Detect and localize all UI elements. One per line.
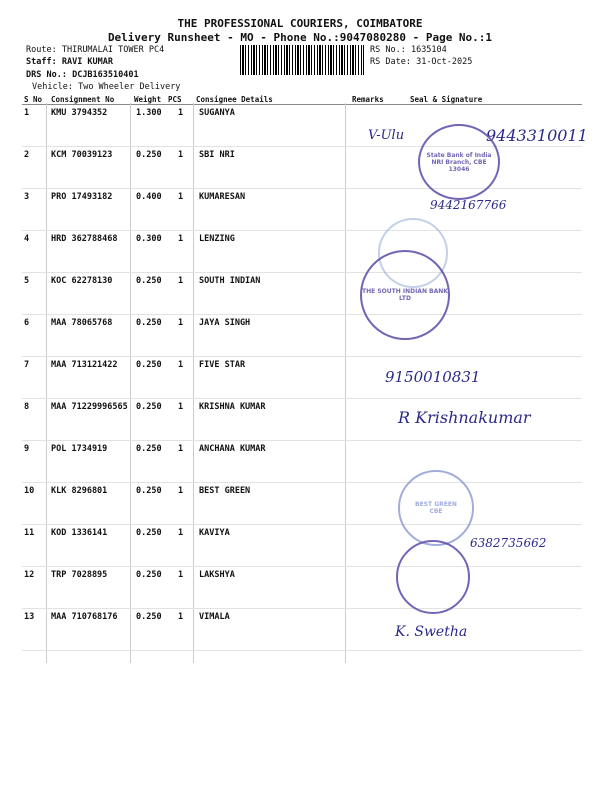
table-row <box>0 612 600 654</box>
row-divider <box>22 146 582 147</box>
row-consignee: BEST GREEN <box>199 486 251 496</box>
staff-line <box>26 57 113 67</box>
row-weight: 0.250 <box>136 360 162 370</box>
rs-no-value: 1635104 <box>410 45 447 55</box>
best-green-stamp-name: BEST GREEN <box>415 501 457 508</box>
row-divider <box>22 272 582 273</box>
row-divider <box>22 188 582 189</box>
row-consignment-no: KCM 70039123 <box>51 150 113 160</box>
col-remarks: Remarks <box>352 95 384 104</box>
row-sno: 4 <box>24 234 30 244</box>
south-indian-bank-stamp-text: THE SOUTH INDIAN BANK LTD <box>362 288 448 302</box>
row-sno: 2 <box>24 150 30 160</box>
row-consignee: KRISHNA KUMAR <box>199 402 266 412</box>
row-pcs: 1 <box>178 486 184 496</box>
phone-note-row-12: 6382735662 <box>470 536 547 550</box>
row-pcs: 1 <box>178 528 184 538</box>
row-sno: 11 <box>24 528 35 538</box>
runsheet-table <box>0 108 600 648</box>
row-consignee: LAKSHYA <box>199 570 235 580</box>
south-indian-bank-stamp <box>360 250 450 340</box>
vehicle-line <box>32 82 180 92</box>
sbi-stamp-line2: NRI Branch, CBE <box>431 158 487 166</box>
row-consignee: LENZING <box>199 234 235 244</box>
row-consignment-no: TRP 7028895 <box>51 570 108 580</box>
rs-date-label: RS Date: <box>370 57 411 67</box>
company-title: THE PROFESSIONAL COURIERS, COIMBATORE <box>177 17 423 30</box>
row-pcs: 1 <box>178 108 184 118</box>
sbi-stamp-line1: State Bank of India <box>426 151 492 159</box>
row-divider <box>22 440 582 441</box>
row-pcs: 1 <box>178 444 184 454</box>
sbi-stamp-code: 13046 <box>448 165 470 173</box>
route-line <box>26 45 164 55</box>
col-weight: Weight <box>134 95 162 104</box>
col-consignment: Consignment No <box>51 95 115 104</box>
row-pcs: 1 <box>178 150 184 160</box>
rs-no-label: RS No.: <box>370 45 406 55</box>
staff-value: RAVI KUMAR <box>61 57 114 67</box>
row-weight: 0.400 <box>136 192 162 202</box>
rs-date-value: 31-Oct-2025 <box>416 57 473 67</box>
col-pcs: PCS <box>168 95 182 104</box>
row-consignee: SOUTH INDIAN <box>199 276 261 286</box>
row-consignee: JAYA SINGH <box>199 318 251 328</box>
row-divider <box>22 524 582 525</box>
vehicle-value: Two Wheeler Delivery <box>78 82 181 92</box>
table-row <box>0 150 600 192</box>
row-pcs: 1 <box>178 192 184 202</box>
row-weight: 1.300 <box>136 108 162 118</box>
row-divider <box>22 314 582 315</box>
col-seal: Seal & Signature <box>410 95 483 104</box>
row-pcs: 1 <box>178 276 184 286</box>
runsheet-subtitle: Delivery Runsheet - MO - Phone No.:9047080280 - Page No.:1 <box>107 31 493 44</box>
row-weight: 0.250 <box>136 150 162 160</box>
row-consignee: SBI NRI <box>199 150 235 160</box>
row-consignment-no: KLK 8296801 <box>51 486 108 496</box>
row-sno: 3 <box>24 192 30 202</box>
row-consignment-no: KMU 3794352 <box>51 108 108 118</box>
table-row <box>0 318 600 360</box>
row-sno: 10 <box>24 486 35 496</box>
row-weight: 0.250 <box>136 612 162 622</box>
route-label: Route: <box>26 45 57 55</box>
table-row <box>0 486 600 528</box>
row-divider <box>22 230 582 231</box>
row-consignee: SUGANYA <box>199 108 235 118</box>
row-divider <box>22 482 582 483</box>
row-sno: 7 <box>24 360 30 370</box>
phone-note-row-1: 9443310011 <box>486 126 588 145</box>
row-weight: 0.300 <box>136 234 162 244</box>
row-sno: 1 <box>24 108 30 118</box>
row-pcs: 1 <box>178 360 184 370</box>
sbi-stamp <box>418 124 500 200</box>
row-sno: 9 <box>24 444 30 454</box>
phone-note-row-3: 9442167766 <box>430 198 507 212</box>
table-row <box>0 276 600 318</box>
row-consignment-no: KOD 1336141 <box>51 528 108 538</box>
row-sno: 8 <box>24 402 30 412</box>
row-sno: 6 <box>24 318 30 328</box>
table-row <box>0 192 600 234</box>
drs-label: DRS No.: <box>26 70 67 80</box>
row-weight: 0.250 <box>136 528 162 538</box>
table-row <box>0 360 600 402</box>
row-consignee: KAVIYA <box>199 528 230 538</box>
row-sno: 5 <box>24 276 30 286</box>
row-consignment-no: MAA 710768176 <box>51 612 118 622</box>
row-weight: 0.250 <box>136 318 162 328</box>
row-pcs: 1 <box>178 234 184 244</box>
round-stamp <box>396 540 470 614</box>
row-consignment-no: KOC 62278130 <box>51 276 113 286</box>
row-consignee: VIMALA <box>199 612 230 622</box>
best-green-stamp <box>398 470 474 546</box>
row-consignment-no: MAA 78065768 <box>51 318 113 328</box>
row-divider <box>22 356 582 357</box>
drs-value: DCJB163510401 <box>72 70 139 80</box>
row-divider <box>22 608 582 609</box>
row-divider <box>22 398 582 399</box>
table-row <box>0 444 600 486</box>
row-weight: 0.250 <box>136 402 162 412</box>
row-divider <box>22 566 582 567</box>
row-pcs: 1 <box>178 318 184 328</box>
drs-line <box>26 70 139 80</box>
row-weight: 0.250 <box>136 444 162 454</box>
row-weight: 0.250 <box>136 570 162 580</box>
row-sno: 13 <box>24 612 35 622</box>
row-divider <box>22 650 582 651</box>
table-row <box>0 234 600 276</box>
barcode <box>240 45 364 75</box>
row-consignment-no: MAA 713121422 <box>51 360 118 370</box>
col-consignee: Consignee Details <box>196 95 273 104</box>
table-row <box>0 570 600 612</box>
row-weight: 0.250 <box>136 486 162 496</box>
rs-no-line <box>370 45 447 55</box>
row-sno: 12 <box>24 570 35 580</box>
signature-row-1: V-Ulu <box>368 128 405 143</box>
row-pcs: 1 <box>178 402 184 412</box>
row-consignment-no: MAA 71229996565 <box>51 402 128 412</box>
row-consignment-no: PRO 17493182 <box>51 192 113 202</box>
row-consignee: ANCHANA KUMAR <box>199 444 266 454</box>
signature-row-13: K. Swetha <box>395 624 468 640</box>
rs-date-line <box>370 57 472 67</box>
phone-note-row-7: 9150010831 <box>385 368 481 386</box>
row-consignment-no: POL 1734919 <box>51 444 108 454</box>
row-weight: 0.250 <box>136 276 162 286</box>
row-consignment-no: HRD 362788468 <box>51 234 118 244</box>
row-pcs: 1 <box>178 570 184 580</box>
route-value: THIRUMALAI TOWER PC4 <box>61 45 165 55</box>
row-consignee: KUMARESAN <box>199 192 246 202</box>
signature-row-8: R Krishnakumar <box>398 408 531 427</box>
vehicle-label: Vehicle: <box>32 82 73 92</box>
row-consignee: FIVE STAR <box>199 360 246 370</box>
staff-label: Staff: <box>26 57 57 67</box>
best-green-stamp-city: CBE <box>429 508 443 515</box>
row-pcs: 1 <box>178 612 184 622</box>
col-sno: S No <box>24 95 43 104</box>
header-divider <box>22 104 582 105</box>
